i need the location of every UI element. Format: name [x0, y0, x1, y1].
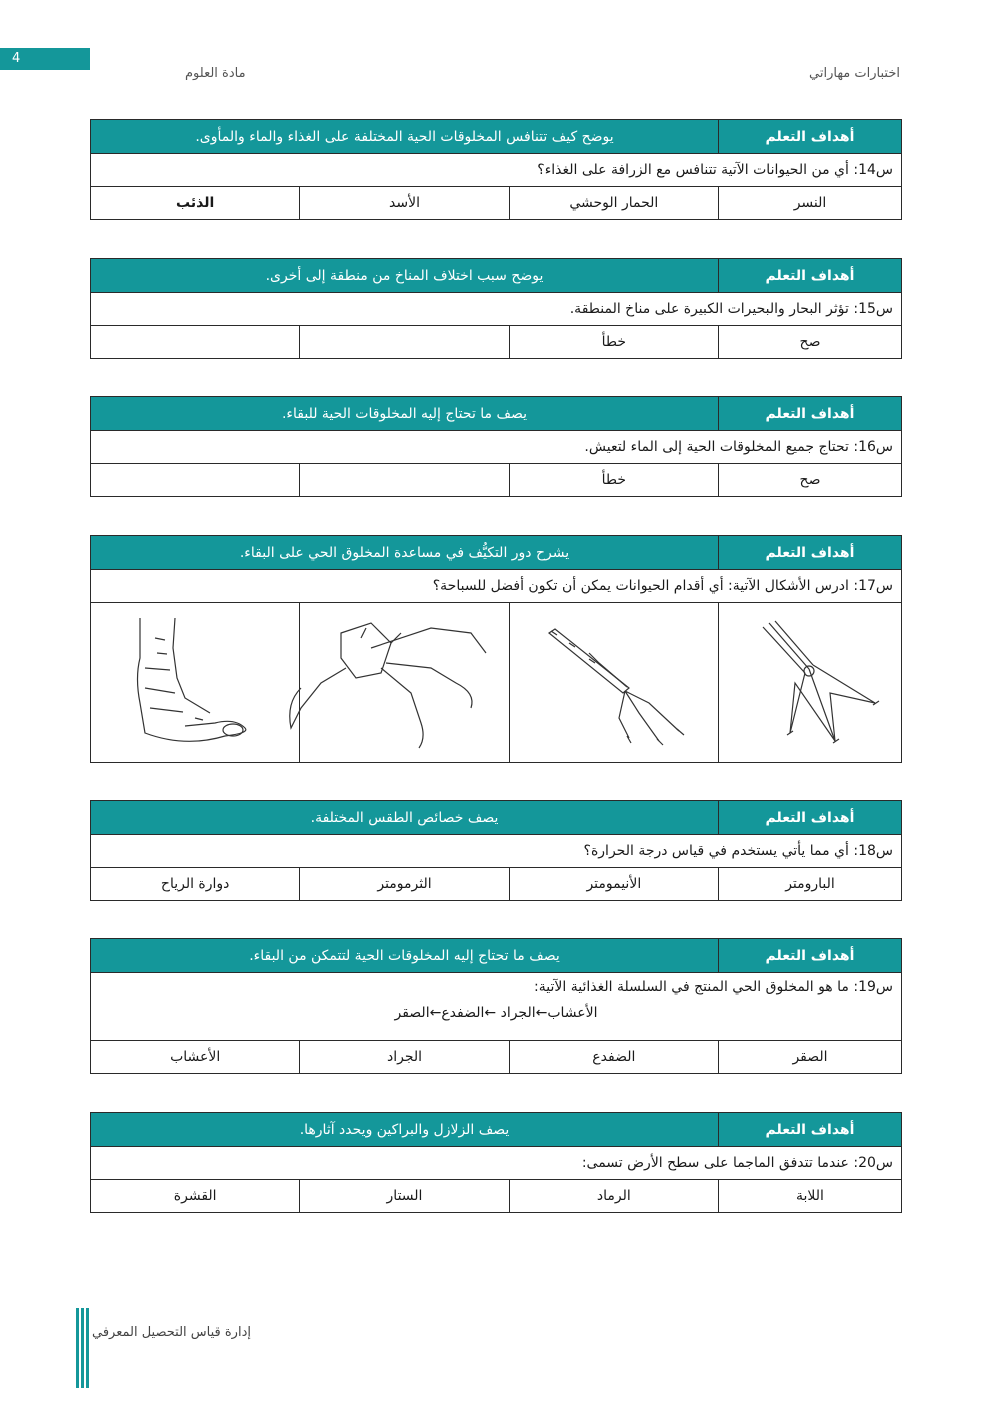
webbed-foot-option[interactable] — [719, 603, 902, 763]
goal-label: أهداف التعلم — [719, 536, 902, 570]
talon-foot-icon — [271, 613, 501, 753]
talon-foot-option[interactable] — [300, 603, 509, 763]
answer-option[interactable]: الضفدع — [509, 1041, 718, 1074]
answer-option — [300, 326, 509, 359]
goal-label: أهداف التعلم — [719, 801, 902, 835]
learning-goal: يصف ما تحتاج إليه المخلوقات الحية للبقاء. — [91, 397, 719, 431]
question-20-table — [90, 1112, 902, 1213]
answer-option[interactable]: خطأ — [509, 464, 718, 497]
answer-option[interactable]: صح — [719, 464, 902, 497]
question-14-table — [90, 119, 902, 220]
learning-goal: يصف خصائص الطقس المختلفة. — [91, 801, 719, 835]
answer-option[interactable]: الأعشاب — [91, 1041, 300, 1074]
page-number: 4 — [0, 48, 90, 70]
learning-goal: يشرح دور التكيُّف في مساعدة المخلوق الحي على البقاء. — [91, 536, 719, 570]
answer-option[interactable]: الأنيمومتر — [509, 868, 718, 901]
answer-option[interactable]: الستار — [300, 1180, 509, 1213]
goal-label: أهداف التعلم — [719, 397, 902, 431]
goal-label: أهداف التعلم — [719, 120, 902, 154]
goal-label: أهداف التعلم — [719, 939, 902, 973]
reptile-foot-option[interactable] — [91, 603, 300, 763]
bird-foot-option[interactable] — [509, 603, 718, 763]
answer-option — [300, 464, 509, 497]
question-text: س16: تحتاج جميع المخلوقات الحية إلى الماء لتعيش. — [91, 431, 902, 464]
answer-option[interactable]: الحمار الوحشي — [509, 187, 718, 220]
document-title: اختبارات مهاراتي — [809, 66, 900, 81]
answer-option[interactable]: الأسد — [300, 187, 509, 220]
answer-option[interactable]: الذئب — [91, 187, 300, 220]
question-text: س18: أي مما يأتي يستخدم في قياس درجة الحرارة؟ — [91, 835, 902, 868]
food-chain: الأعشاب←الجراد ←الضفدع←الصقر — [394, 1005, 598, 1021]
footer-decoration — [76, 1308, 92, 1388]
question-text: س19: ما هو المخلوق الحي المنتج في السلسلة الغذائية الآتية: — [534, 979, 893, 995]
answer-option — [91, 464, 300, 497]
answer-option[interactable]: الرماد — [509, 1180, 718, 1213]
answer-option[interactable]: الجراد — [300, 1041, 509, 1074]
question-text: س15: تؤثر البحار والبحيرات الكبيرة على مناخ المنطقة. — [91, 293, 902, 326]
question-text: س14: أي من الحيوانات الآتية تتنافس مع الزرافة على الغذاء؟ — [91, 154, 902, 187]
answer-option[interactable]: دوارة الرياح — [91, 868, 300, 901]
learning-goal: يوضح سبب اختلاف المناخ من منطقة إلى أخرى. — [91, 259, 719, 293]
question-text: س20: عندما تتدفق الماجما على سطح الأرض تسمى: — [91, 1147, 902, 1180]
answer-option[interactable]: اللابة — [719, 1180, 902, 1213]
goal-label: أهداف التعلم — [719, 1113, 902, 1147]
learning-goal: يصف الزلازل والبراكين ويحدد آثارها. — [91, 1113, 719, 1147]
answer-option[interactable]: الصقر — [719, 1041, 902, 1074]
footer-text: إدارة قياس التحصيل المعرفي — [92, 1325, 251, 1340]
learning-goal: يوضح كيف تتنافس المخلوقات الحية المختلفة على الغذاء والماء والمأوى. — [91, 120, 719, 154]
webbed-foot-icon — [735, 613, 885, 753]
answer-option[interactable]: الثرمومتر — [300, 868, 509, 901]
question-17-table — [90, 535, 902, 763]
question-15-table — [90, 258, 902, 359]
goal-label: أهداف التعلم — [719, 259, 902, 293]
learning-goal: يصف ما تحتاج إليه المخلوقات الحية لتتمكن من البقاء. — [91, 939, 719, 973]
answer-option[interactable]: القشرة — [91, 1180, 300, 1213]
question-text: س17: ادرس الأشكال الآتية: أي أقدام الحيوانات يمكن أن تكون أفضل للسباحة؟ — [91, 570, 902, 603]
answer-option — [91, 326, 300, 359]
bird-foot-icon — [529, 613, 699, 753]
reptile-foot-icon — [115, 608, 275, 758]
question-16-table — [90, 396, 902, 497]
answer-option[interactable]: صح — [719, 326, 902, 359]
answer-option[interactable]: البارومتر — [719, 868, 902, 901]
question-19-table — [90, 938, 902, 1074]
answer-option[interactable]: خطأ — [509, 326, 718, 359]
question-18-table — [90, 800, 902, 901]
answer-option[interactable]: النسر — [719, 187, 902, 220]
subject-label: مادة العلوم — [185, 66, 246, 81]
